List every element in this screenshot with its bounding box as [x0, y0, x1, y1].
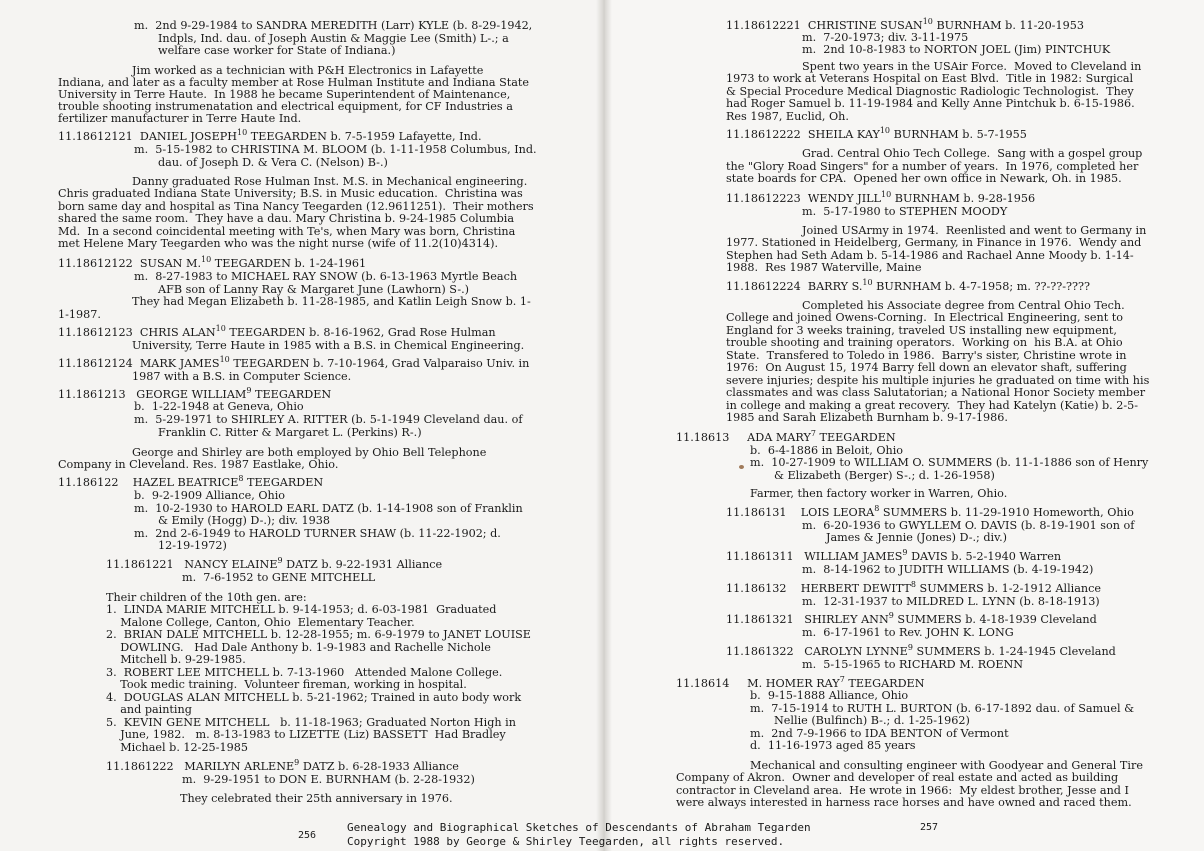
generation-superscript: 9 [294, 758, 300, 767]
generation-superscript: 9 [902, 548, 908, 557]
text-line: & Elizabeth (Berger) S-.; d. 1-26-1958) [774, 469, 995, 482]
text-line: Grad. Central Ohio Tech College. Sang with a gospel group [802, 147, 1143, 160]
text-line: 11.186131 LOIS LEORA$^8$ SUMMERS b. 11-29-1910 Homeworth, Ohio [726, 504, 1134, 519]
generation-superscript: 10 [215, 324, 226, 333]
text-line: state boards for CPA. Opened her own office in Newark, Oh. in 1985. [726, 172, 1122, 185]
text-line: University, Terre Haute in 1985 with a B.S. in Chemical Engineering. [132, 339, 525, 352]
text-line: Indpls, Ind. dau. of Joseph Austin & Maggie Lee (Smith) L-.; a [158, 32, 509, 45]
text-line: Farmer, then factory worker in Warren, Ohio. [750, 487, 1008, 500]
text-line: b. 1-22-1948 at Geneva, Ohio [134, 400, 304, 413]
text-line: 11.18612121 DANIEL JOSEPH$^{10}$ TEEGARDEN b. 7-5-1959 Lafayette, Ind. [58, 128, 482, 143]
text-line: classmates and was class Salutatorian; a National Honor Society member [726, 386, 1146, 399]
text-line: welfare case worker for State of Indiana.) [158, 44, 396, 57]
text-line: m. 5-15-1965 to RICHARD M. ROENN [802, 658, 1024, 671]
text-line: 11.1861311 WILLIAM JAMES$^9$ DAVIS b. 5-2-1940 Warren [726, 548, 1062, 563]
text-line: 3. ROBERT LEE MITCHELL b. 7-13-1960 Attended Malone College. [106, 666, 503, 679]
text-line: 1987 with a B.S. in Computer Science. [132, 370, 352, 383]
generation-superscript: 10 [237, 128, 248, 137]
text-line: AFB son of Lanny Ray & Margaret June (Lawhorn) S-.) [158, 283, 470, 296]
book-gutter [596, 0, 612, 851]
text-line: m. 9-29-1951 to DON E. BURNHAM (b. 2-28-1932) [182, 773, 475, 786]
text-line: 11.18614 M. HOMER RAY$^7$ TEEGARDEN [676, 675, 925, 690]
text-line: the "Glory Road Singers" for a number of years. In 1976, completed her [726, 160, 1139, 173]
text-line: m. 7-20-1973; div. 3-11-1975 [802, 31, 969, 44]
generation-superscript: 10 [862, 278, 873, 287]
text-line: Danny graduated Rose Hulman Inst. M.S. in Mechanical engineering. [132, 175, 528, 188]
generation-superscript: 8 [874, 504, 880, 513]
text-line: 11.18612122 SUSAN M.$^{10}$ TEEGARDEN b. 1-24-1961 [58, 255, 367, 270]
text-line: 11.18612222 SHEILA KAY$^{10}$ BURNHAM b. 5-7-1955 [726, 126, 1027, 141]
text-line: Spent two years in the USAir Force. Moved to Cleveland in [802, 60, 1142, 73]
text-line: Res 1987, Euclid, Oh. [726, 110, 849, 123]
text-line: State. Transfered to Toledo in 1986. Barry's sister, Christine wrote in [726, 349, 1127, 362]
text-line: England for 3 weeks training, traveled US installing new equipment, [726, 324, 1117, 337]
text-line: m. 7-15-1914 to RUTH L. BURTON (b. 6-17-1892 dau. of Samuel & [750, 702, 1135, 715]
generation-superscript: 10 [219, 355, 230, 364]
text-line: m. 8-27-1983 to MICHAEL RAY SNOW (b. 6-13-1963 Myrtle Beach [134, 270, 518, 283]
text-line: 11.18613 ADA MARY$^7$ TEEGARDEN [676, 429, 896, 444]
text-line: trouble shooting and training operators. Working on his B.A. at Ohio [726, 336, 1123, 349]
text-line: m. 12-31-1937 to MILDRED L. LYNN (b. 8-18-1913) [802, 595, 1100, 608]
text-line: George and Shirley are both employed by Ohio Bell Telephone [132, 446, 487, 459]
text-line: m. 6-17-1961 to Rev. JOHN K. LONG [802, 626, 1014, 639]
text-line: trouble shooting instrumenatation and electrical equipment, for CF Industries a [58, 100, 513, 113]
text-line: Their children of the 10th gen. are: [106, 591, 307, 604]
text-line: 4. DOUGLAS ALAN MITCHELL b. 5-21-1962; Trained in auto body work [106, 691, 522, 704]
text-line: 1-1987. [58, 308, 101, 321]
text-line: Md. In a second coincidental meeting with Te's, when Mary was born, Christina [58, 225, 516, 238]
generation-superscript: 8 [910, 580, 916, 589]
text-line: 1976: On August 15, 1974 Barry fell down an elevator shaft, suffering [726, 361, 1127, 374]
text-line: Took medic training. Volunteer fireman, working in hospital. [106, 678, 467, 691]
text-line: contractor in Cleveland area. He wrote in 1966: My eldest brother, Jesse and I [676, 784, 1129, 797]
text-line: 11.1861321 SHIRLEY ANN$^9$ SUMMERS b. 4-18-1939 Cleveland [726, 611, 1097, 626]
text-line: They celebrated their 25th anniversary in 1976. [180, 792, 453, 805]
text-line: dau. of Joseph D. & Vera C. (Nelson) B-.) [158, 156, 388, 169]
text-line: m. 2nd 7-9-1966 to IDA BENTON of Vermont [750, 727, 1009, 740]
text-line: Nellie (Bulfinch) B-.; d. 1-25-1962) [774, 714, 970, 727]
text-line: 11.186122 HAZEL BEATRICE$^8$ TEEGARDEN [58, 474, 324, 489]
text-line: James & Jennie (Jones) D-.; div.) [826, 531, 1008, 544]
text-line: Malone College, Canton, Ohio Elementary Teacher. [106, 616, 415, 629]
generation-superscript: 9 [888, 611, 894, 620]
text-line: June, 1982. m. 8-13-1983 to LIZETTE (Liz) BASSETT Had Bradley [106, 728, 506, 741]
generation-superscript: 10 [201, 255, 212, 264]
text-line: m. 10-2-1930 to HAROLD EARL DATZ (b. 1-14-1908 son of Franklin [134, 502, 523, 515]
text-line: b. 9-15-1888 Alliance, Ohio [750, 689, 909, 702]
generation-superscript: 10 [880, 190, 892, 199]
text-line: m. 7-6-1952 to GENE MITCHELL [182, 571, 376, 584]
text-line: 11.1861322 CAROLYN LYNNE$^9$ SUMMERS b. 1-24-1945 Cleveland [726, 643, 1116, 658]
text-line: 12-19-1972) [158, 539, 227, 552]
footer-copyright: Copyright 1988 by George & Shirley Teegarden, all rights reserved. [347, 835, 785, 848]
text-line: 1985 and Sarah Elizabeth Burnham b. 9-17-1986. [726, 411, 1008, 424]
text-line: 5. KEVIN GENE MITCHELL b. 11-18-1963; Graduated Norton High in [106, 716, 516, 729]
text-line: They had Megan Elizabeth b. 11-28-1985, and Katlin Leigh Snow b. 1- [132, 295, 531, 308]
text-line: 1988. Res 1987 Waterville, Maine [726, 261, 922, 274]
text-line: University in Terre Haute. In 1988 he became Superintendent of Maintenance, [58, 88, 511, 101]
text-line: & Special Procedure Medical Diagnostic Radiologic Technologist. They [726, 85, 1134, 98]
text-line: DOWLING. Had Dale Anthony b. 1-9-1983 and Rachelle Nichole [106, 641, 491, 654]
text-line: 1973 to work at Veterans Hospital on East Blvd. Title in 1982: Surgical [726, 72, 1134, 85]
text-line: in college and making a great recovery. They had Katelyn (Katie) b. 2-5- [726, 399, 1139, 412]
text-line: m. 6-20-1936 to GWYLLEM O. DAVIS (b. 8-19-1901 son of [802, 519, 1135, 532]
text-line: m. 2nd 9-29-1984 to SANDRA MEREDITH (Larr) KYLE (b. 8-29-1942, [134, 19, 533, 32]
text-line: and painting [106, 703, 192, 716]
right-page [604, 0, 1204, 851]
text-line: d. 11-16-1973 aged 85 years [750, 739, 916, 752]
text-line: fertilizer manufacturer in Terre Haute Ind. [58, 112, 302, 125]
generation-superscript: 9 [907, 643, 913, 652]
text-line: 11.18612223 WENDY JILL$^{10}$ BURNHAM b. 9-28-1956 [726, 190, 1036, 205]
text-line: 11.18612123 CHRIS ALAN$^{10}$ TEEGARDEN b. 8-16-1962, Grad Rose Hulman [58, 324, 496, 339]
footer-title: Genealogy and Biographical Sketches of Descendants of Abraham Tegarden [347, 821, 811, 834]
text-line: severe injuries; despite his multiple injuries he graduated on time with his [726, 374, 1150, 387]
text-line: shared the same room. They have a dau. Mary Christina b. 9-24-1985 Columbia [58, 212, 514, 225]
text-line: had Roger Samuel b. 11-19-1984 and Kelly Anne Pintchuk b. 6-15-1986. [726, 97, 1135, 110]
text-line: m. 5-29-1971 to SHIRLEY A. RITTER (b. 5-1-1949 Cleveland dau. of [134, 413, 523, 426]
text-line: 11.186132 HERBERT DEWITT$^8$ SUMMERS b. 1-2-1912 Alliance [726, 580, 1102, 595]
text-line: b. 9-2-1909 Alliance, Ohio [134, 489, 286, 502]
text-line: Stephen had Seth Adam b. 5-14-1986 and Rachael Anne Moody b. 1-14- [726, 249, 1134, 262]
text-line: Jim worked as a technician with P&H Electronics in Lafayette [132, 64, 484, 77]
text-line: 1. LINDA MARIE MITCHELL b. 9-14-1953; d. 6-03-1981 Graduated [106, 603, 497, 616]
text-line: m. 8-14-1962 to JUDITH WILLIAMS (b. 4-19-1942) [802, 563, 1094, 576]
generation-superscript: 10 [879, 126, 891, 135]
text-line: born same day and hospital as Tina Nancy Teegarden (12.9611251). Their mothers [58, 200, 534, 213]
text-line: & Emily (Hogg) D-.); div. 1938 [158, 514, 330, 527]
text-line: m. 2nd 10-8-1983 to NORTON JOEL (Jim) PINTCHUK [802, 43, 1111, 56]
generation-superscript: 7 [810, 429, 816, 438]
text-line: Chris graduated Indiana State University; B.S. in Music education. Christina was [58, 187, 523, 200]
text-line: College and joined Owens-Corning. In Electrical Engineering, sent to [726, 311, 1124, 324]
text-line: Mechanical and consulting engineer with Goodyear and General Tire [750, 759, 1143, 772]
text-line: Michael b. 12-25-1985 [106, 741, 248, 754]
text-line: 11.1861222 MARILYN ARLENE$^9$ DATZ b. 6-28-1933 Alliance [106, 758, 459, 773]
text-line: Indiana, and later as a faculty member at Rose Hulman Institute and Indiana State [58, 76, 530, 89]
text-line: m. 10-27-1909 to WILLIAM O. SUMMERS (b. 11-1-1886 son of Henry [750, 456, 1149, 469]
text-line: 11.18612124 MARK JAMES$^{10}$ TEEGARDEN b. 7-10-1964, Grad Valparaiso Univ. in [58, 355, 530, 370]
text-line: Franklin C. Ritter & Margaret L. (Perkins) R-.) [158, 426, 422, 439]
right-page-number: 257 [920, 822, 939, 833]
text-line: met Helene Mary Teegarden who was the night nurse (wife of 11.2(10)4314). [58, 237, 499, 250]
text-line: b. 6-4-1886 in Beloit, Ohio [750, 444, 904, 457]
text-line: 1977. Stationed in Heidelberg, Germany, in Finance in 1976. Wendy and [726, 236, 1142, 249]
text-line: 11.18612224 BARRY S.$^{10}$ BURNHAM b. 4-7-1958; m. ??-??-???? [726, 278, 1091, 293]
text-line: 11.1861221 NANCY ELAINE$^9$ DATZ b. 9-22-1931 Alliance [106, 556, 443, 571]
ink-spot [739, 465, 744, 469]
text-line: 11.1861213 GEORGE WILLIAM$^9$ TEEGARDEN [58, 386, 332, 401]
text-line: Mitchell b. 9-29-1985. [106, 653, 246, 666]
left-page-number: 256 [298, 830, 317, 841]
text-line: m. 5-15-1982 to CHRISTINA M. BLOOM (b. 1-11-1958 Columbus, Ind. [134, 143, 537, 156]
text-line: Company in Cleveland. Res. 1987 Eastlake, Ohio. [58, 458, 339, 471]
text-line: m. 5-17-1980 to STEPHEN MOODY [802, 205, 1008, 218]
generation-superscript: 9 [246, 386, 252, 395]
generation-superscript: 8 [238, 474, 244, 483]
generation-superscript: 9 [277, 556, 283, 565]
text-line: Company of Akron. Owner and developer of real estate and acted as building [676, 771, 1119, 784]
generation-superscript: 7 [839, 675, 845, 684]
text-line: m. 2nd 2-6-1949 to HAROLD TURNER SHAW (b. 11-22-1902; d. [134, 527, 501, 540]
generation-superscript: 10 [922, 17, 933, 26]
text-line: 11.18612221 CHRISTINE SUSAN$^{10}$ BURNHAM b. 11-20-1953 [726, 17, 1084, 32]
text-line: Completed his Associate degree from Central Ohio Tech. [802, 299, 1125, 312]
text-line: Joined USArmy in 1974. Reenlisted and went to Germany in [802, 224, 1147, 237]
text-line: 2. BRIAN DALE MITCHELL b. 12-28-1955; m. 6-9-1979 to JANET LOUISE [106, 628, 531, 641]
text-line: were always interested in harness race horses and have owned and raced them. [676, 796, 1132, 809]
